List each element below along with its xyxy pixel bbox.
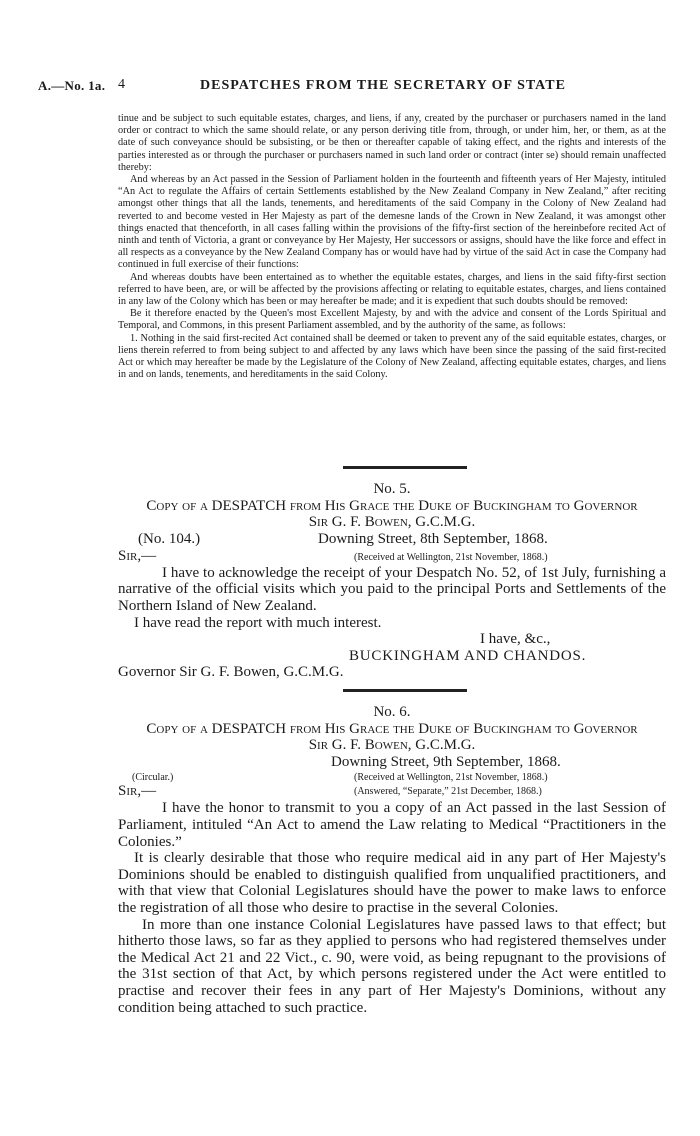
section-divider (343, 466, 467, 469)
act-paragraph: And whereas by an Act passed in the Session of Parliament holden in the fourteenth and fifteenth years of Her Majesty, intituled “An Act to regulate the Affairs of certain Settlements established by the New Zealand Company in New Zealand,” after reciting amongst other things that all the lands, tenements, and hereditaments of the said Company in the Colony of New Zealand had reverted to and become vested in Her Majesty as part of the demesne lands of the Crown in New Zealand, it was amongst other things enacted that thenceforth, in all cases falling within the provisions of the fifty-first section of the hereinbefore recited Act of ninth and tenth of Victoria, a grant or conveyance by Her Majesty, Her successors or assigns, should have the like force and effect in all respects as a conveyance by the New Zealand Company has or would have had by virtue of the said Act in case the Company had continued in full exercise of their functions: (118, 174, 666, 271)
salutation: Sir,— (118, 783, 157, 800)
paper-reference: A.—No. 1a. (38, 78, 106, 93)
page-number: 4 (118, 77, 125, 92)
body-paragraph: I have to acknowledge the receipt of your Despatch No. 52, of 1st July, furnishing a narrative of the official visits which you paid to the principal Ports and Settlements of the Northern Island of New Zealand. (118, 564, 666, 614)
despatch-no-5 (118, 481, 666, 681)
place-date: Downing Street, 9th September, 1868. (331, 753, 561, 770)
despatch-ref: (Circular.) (132, 772, 174, 784)
act-paragraph: Be it therefore enacted by the Queen's most Excellent Majesty, by and with the advice and consent of the Lords Spiritual and Temporal, and Commons, in this present Parliament assembled, and by the authority of the same, as follows: (118, 308, 666, 332)
despatch-ref: (No. 104.) (138, 530, 201, 547)
body-paragraph: I have read the report with much interest. (134, 614, 382, 631)
received-note: (Received at Wellington, 21st November, 1868.) (354, 772, 548, 784)
answered-note: (Answered, “Separate,” 21st December, 1868.) (354, 786, 542, 798)
page-header (0, 78, 700, 98)
act-paragraph: tinue and be subject to such equitable estates, charges, and liens, if any, created by the purchaser or purchasers named in the land order or contract to which the same should relate, or any person deriving title from, through, or under him, her, or them, as at the date of such conveyance should be subsisting, or be then or thereafter capable of taking effect, and the rights and interests of the parties interested as or through the purchaser or purchasers named in such land order or contract (inter se) should remain unaffected thereby: (118, 113, 666, 173)
salutation: Sir,— (118, 547, 157, 564)
signature: BUCKINGHAM AND CHANDOS. (349, 647, 587, 664)
salutation-row (118, 783, 666, 800)
despatch-number: No. 5. (373, 481, 411, 497)
salutation-row (118, 548, 666, 565)
received-note: (Received at Wellington, 21st November, 1868.) (354, 551, 548, 563)
body-paragraph: In more than one instance Colonial Legislatures have passed laws to that effect; but hitherto those laws, so far as they applied to persons who had registered themselves under the Medical Act 21 and 22 Vict., c. 90, were void, as being repugnant to the provisions of the 31st section of that Act, by which persons registered under the Act were entitled to practise and recover their fees in any part of Her Majesty's Dominions, without any condition being attached to such practice. (118, 916, 666, 1016)
running-title: DESPATCHES FROM THE SECRETARY OF STATE (200, 78, 566, 93)
section-divider (343, 689, 467, 692)
body-paragraph: It is clearly desirable that those who require medical aid in any part of Her Majesty's Dominions should be enabled to distinguish qualified from unqualified practitioners, and with that view that Colonial Legislatures should have the power to make laws to enforce the registration of all those who desire to practise in the several Colonies. (118, 850, 666, 916)
despatch-title-continued: Sir G. F. Bowen, G.C.M.G. (308, 737, 476, 754)
despatch-title: Copy of a DESPATCH from His Grace the Duke of Buckingham to Governor (146, 720, 638, 737)
act-paragraph: And whereas doubts have been entertained as to whether the equitable estates, charges, and liens in the said fifty-first section referred to have been, are, or will be affected by the provisions affecting or relating to equitable estates, charges, and liens contained in any law of the Colony which has been or may hereafter be made; and it is expedient that such doubts should be removed: (118, 271, 666, 308)
ref-received-row (118, 770, 666, 783)
body-paragraph: I have the honor to transmit to you a copy of an Act passed in the last Session of Parliament, intituled “An Act to amend the Law relating to Medical “Practitioners in the Colonies.” (118, 800, 666, 850)
despatch-number: No. 6. (373, 704, 411, 720)
act-paragraph: 1. Nothing in the said first-recited Act contained shall be deemed or taken to prevent any of the said equitable estates, charges, or liens therein referred to from being subject to and affected by any laws which have been since the passing of the said first-recited Act or which may hereafter be made by the Legislature of the Colony of New Zealand, affecting equitable estates, charges, and liens in and on lands, tenements, and hereditaments in the said Colony. (118, 332, 666, 381)
act-text-section (118, 113, 666, 381)
despatch-title-continued: Sir G. F. Bowen, G.C.M.G. (308, 514, 476, 531)
despatch-no-6 (118, 704, 666, 1016)
ref-date-row (118, 531, 666, 548)
despatch-title: Copy of a DESPATCH from His Grace the Duke of Buckingham to Governor (146, 497, 638, 514)
closing: I have, &c., (480, 631, 551, 648)
place-date: Downing Street, 8th September, 1868. (318, 530, 548, 547)
addressee: Governor Sir G. F. Bowen, G.C.M.G. (118, 664, 344, 681)
